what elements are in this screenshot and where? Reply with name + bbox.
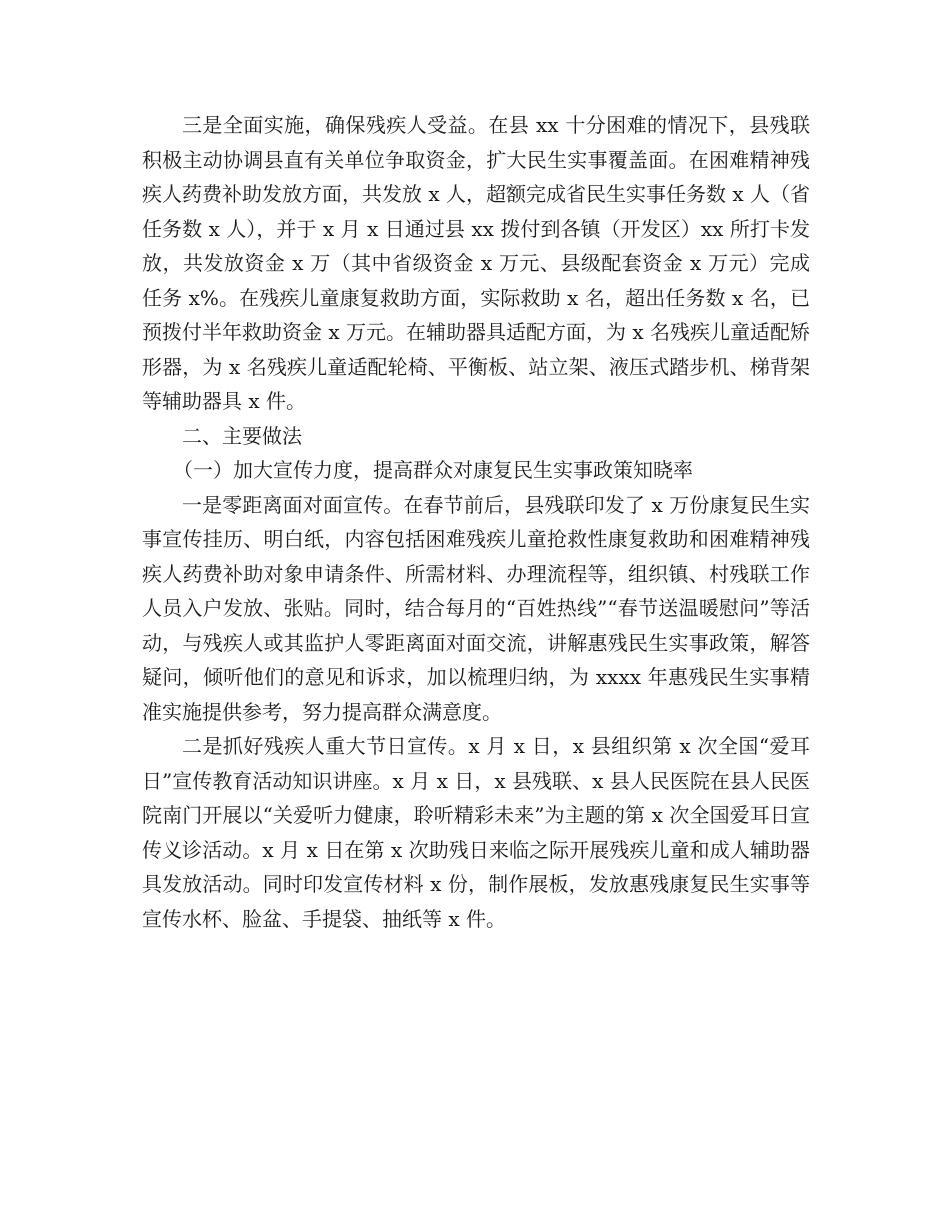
paragraph-festival-publicity: 二是抓好残疾人重大节日宣传。x 月 x 日，x 县组织第 x 次全国“爱耳日”宣传教育活动知识讲座。x 月 x 日，x 县残联、x 县人民医院在县人民医院南门开展以“关爱听力健康，聆听精彩未来”为主题的第 x 次全国爱耳日宣传义诊活动。x 月 x 日在第 x 次助残日来临之际开展残疾儿童和成人辅助器具发放活动。同时印发宣传材料 x 份，制作展板，发放惠残康复民生实事等宣传水杯、脸盆、手提袋、抽纸等 x 件。: [142, 734, 810, 931]
subsection-heading-publicity: （一）加大宣传力度，提高群众对康复民生实事政策知晓率: [173, 458, 693, 482]
paragraph-full-implementation: 三是全面实施，确保残疾人受益。在县 xx 十分困难的情况下，县残联积极主动协调县直有关单位争取资金，扩大民生实事覆盖面。在困难精神残疾人药费补助发放方面，共发放 x 人，超额完成省民生实事任务数 x 人（省任务数 x 人），并于 x 月 x 日通过县 xx 拨付到各镇（开发区）xx 所打卡发放，共发放资金 x 万（其中省级资金 x 万元、县级配套资金 x 万元）完成任务 x%。在残疾儿童康复救助方面，实际救助 x 名，超出任务数 x 名，已预拨付半年救助资金 x 万元。在辅助器具适配方面，为 x 名残疾儿童适配矫形器，为 x 名残疾儿童适配轮椅、平衡板、站立架、液压式踏步机、梯背架等辅助器具 x 件。: [142, 113, 810, 413]
paragraph-face-to-face-publicity: 一是零距离面对面宣传。在春节前后，县残联印发了 x 万份康复民生实事宣传挂历、明白纸，内容包括困难残疾儿童抢救性康复救助和困难精神残疾人药费补助对象申请条件、所需材料、办理流程等，组织镇、村残联工作人员入户发放、张贴。同时，结合每月的“百姓热线”“春节送温暖慰问”等活动，与残疾人或其监护人零距离面对面交流，讲解惠残民生实事政策，解答疑问，倾听他们的意见和诉求，加以梳理归纳，为 xxxx 年惠残民生实事精准实施提供参考，努力提高群众满意度。: [142, 492, 810, 724]
document-body: [142, 108, 810, 936]
section-heading-main-practices: 二、主要做法: [182, 423, 302, 448]
